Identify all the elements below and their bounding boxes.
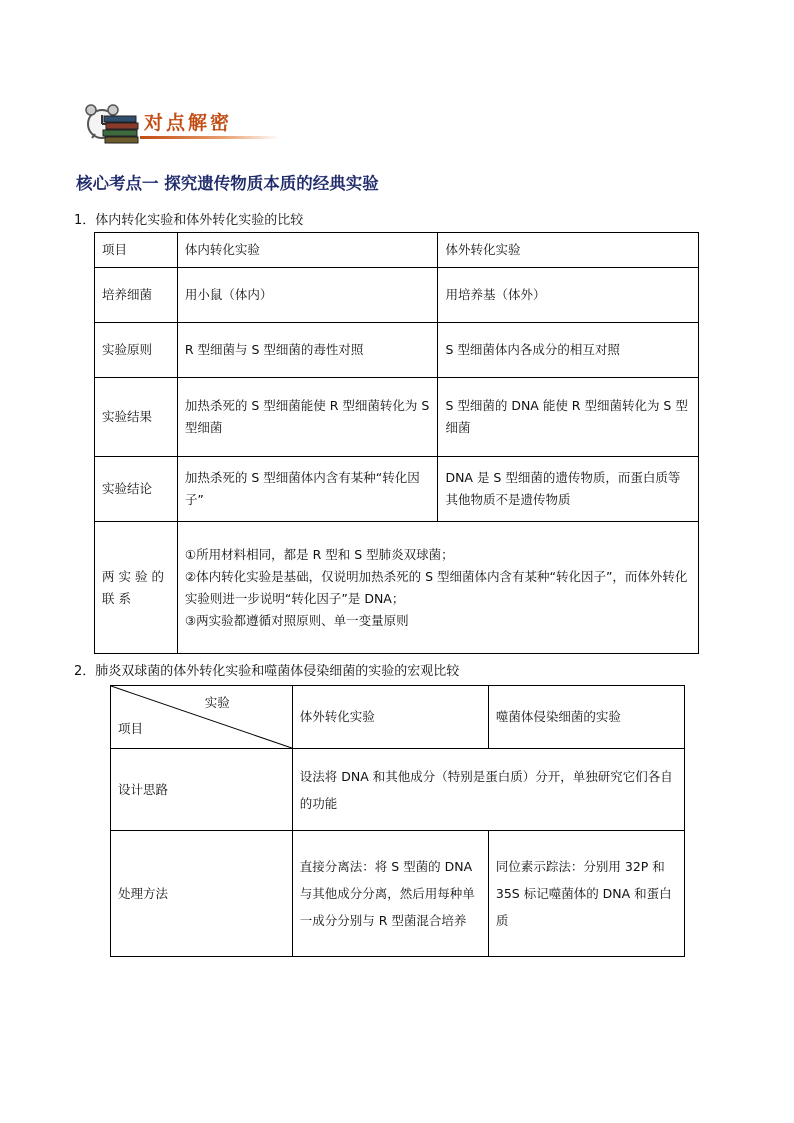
link-point: ③两实验都遵循对照原则、单一变量原则 [184, 612, 409, 628]
header-cell: 噬菌体侵染细菌的实验 [488, 686, 684, 749]
row-label: 实验结论 [95, 457, 178, 522]
table-cell: 加热杀死的 S 型细菌体内含有某种“转化因子” [177, 457, 438, 522]
books-icon [102, 112, 140, 144]
table-header-row [95, 233, 699, 268]
row-label: 设计思路 [111, 749, 293, 831]
table-cell: 用培养基（体外） [438, 268, 699, 323]
table-cell: 直接分离法：将 S 型菌的 DNA 与其他成分分离，然后用每种单一成分分别与 R 型菌混合培养 [292, 831, 488, 957]
section2-title: 2．肺炎双球菌的体外转化实验和噬菌体侵染细菌的实验的宏观比较 [74, 664, 460, 679]
link-point: ①所用材料相同，都是 R 型和 S 型肺炎双球菌； [184, 546, 454, 562]
row-label: 处理方法 [111, 831, 293, 957]
table-row [95, 378, 699, 457]
diagonal-header-cell [111, 686, 293, 749]
table-row [95, 522, 699, 654]
banner-underline [140, 136, 280, 139]
table-cell: S 型细菌的 DNA 能使 R 型细菌转化为 S 型细菌 [438, 378, 699, 457]
table-cell: 用小鼠（体内） [177, 268, 438, 323]
table-cell: R 型细菌与 S 型细菌的毒性对照 [177, 323, 438, 378]
header-cell: 体外转化实验 [292, 686, 488, 749]
row-label: 实验原则 [95, 323, 178, 378]
table-cell: 同位素示踪法：分别用 32P 和 35S 标记噬菌体的 DNA 和蛋白质 [488, 831, 684, 957]
table-header-row [111, 686, 685, 749]
comparison-table-1 [94, 232, 699, 654]
table-row [95, 457, 699, 522]
row-label: 两实验的联系 [95, 522, 178, 654]
comparison-table-2 [110, 685, 685, 957]
table-cell: 设法将 DNA 和其他成分（特别是蛋白质）分开，单独研究它们各自的功能 [292, 749, 684, 831]
section1-title: 1．体内转化实验和体外转化实验的比较 [74, 213, 304, 228]
header-cell: 体内转化实验 [177, 233, 438, 268]
table-cell: 加热杀死的 S 型细菌能使 R 型细菌转化为 S 型细菌 [177, 378, 438, 457]
banner-title: 对点解密 [144, 112, 233, 134]
section-banner [80, 100, 280, 146]
row-label: 培养细菌 [95, 268, 178, 323]
page-heading: 核心考点一 探究遗传物质本质的经典实验 [76, 174, 379, 193]
row-label: 实验结果 [95, 378, 178, 457]
link-cell [177, 522, 698, 654]
header-bottom-label: 项目 [118, 721, 144, 736]
table-cell: DNA 是 S 型细菌的遗传物质，而蛋白质等其他物质不是遗传物质 [438, 457, 699, 522]
table-row [111, 831, 685, 957]
table-row [95, 268, 699, 323]
table-cell: S 型细菌体内各成分的相互对照 [438, 323, 699, 378]
link-point: ②体内转化实验是基础，仅说明加热杀死的 S 型细菌体内含有某种“转化因子”，而体外转化实验则进一步说明“转化因子”是 DNA； [184, 568, 688, 606]
table-row [111, 749, 685, 831]
header-cell: 项目 [95, 233, 178, 268]
header-top-label: 实验 [204, 695, 230, 710]
table-row [95, 323, 699, 378]
header-cell: 体外转化实验 [438, 233, 699, 268]
